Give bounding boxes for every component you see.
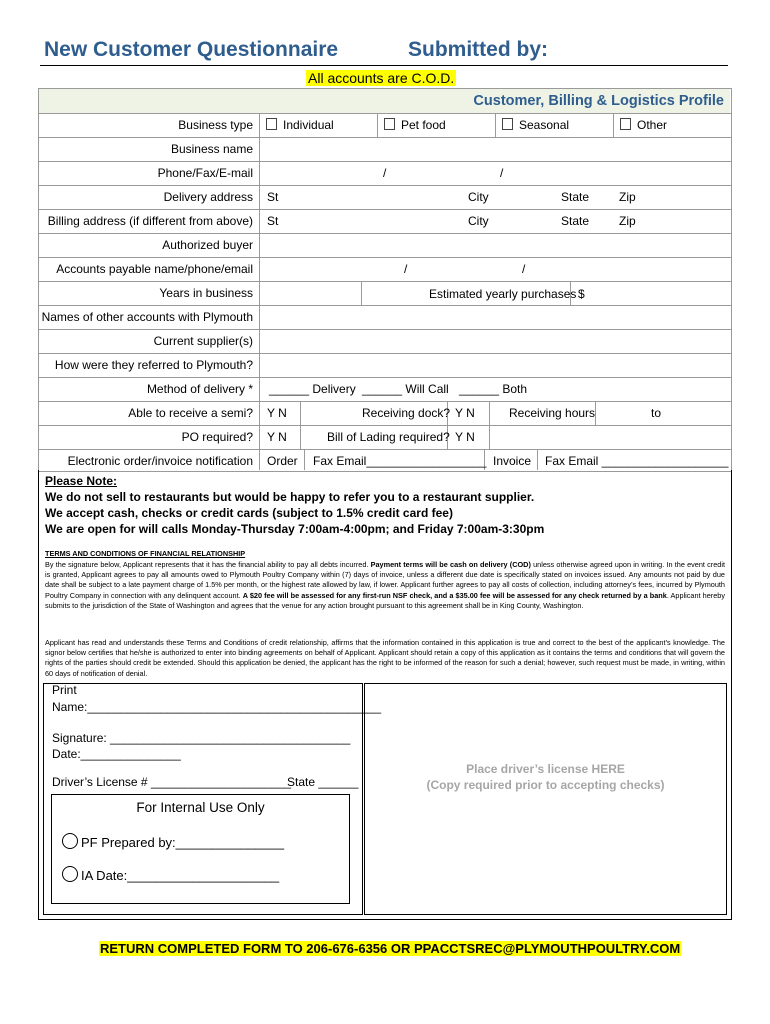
hours-to: to (651, 406, 662, 420)
footer-return-notice: RETURN COMPLETED FORM TO 206-676-6356 OR PPACCTSREC@PLYMOUTHPOULTRY.COM (100, 941, 681, 956)
radio-icon[interactable] (62, 833, 78, 849)
accounts-payable-label: Accounts payable name/phone/email (56, 262, 253, 276)
section-title: Customer, Billing & Logistics Profile (473, 93, 724, 109)
note-line: We accept cash, checks or credit cards (subject to 1.5% credit card fee) (45, 506, 453, 520)
estimated-purchases-label: Estimated yearly purchases (429, 287, 577, 301)
billing-st: St (267, 214, 279, 228)
checkbox-icon[interactable] (266, 118, 277, 130)
slash: / (404, 262, 408, 276)
checkbox-icon[interactable] (384, 118, 395, 130)
signature-field[interactable]: Signature: ____________________________________ (52, 731, 351, 745)
checkbox-individual[interactable]: Individual (266, 118, 334, 132)
terms-heading: TERMS AND CONDITIONS OF FINANCIAL RELATIONSHIP (45, 549, 246, 558)
referred-label: How were they referred to Plymouth? (54, 358, 253, 372)
submitted-by-label: Submitted by: (408, 38, 548, 61)
date-row[interactable]: IA Date:_____________________ (62, 866, 279, 883)
dock-yn[interactable]: Y N (455, 406, 475, 420)
business-name-label: Business name (170, 142, 253, 156)
radio-icon[interactable] (62, 866, 78, 882)
billing-zip: Zip (619, 214, 636, 228)
prepared-by-row[interactable]: PF Prepared by:_______________ (62, 833, 284, 850)
semi-label: Able to receive a semi? (128, 406, 253, 420)
delivery-city: City (468, 190, 489, 204)
delivery-zip: Zip (619, 190, 636, 204)
note-line: We are open for will calls Monday-Thursday 7:00am-4:00pm; and Friday 7:00am-3:30pm (45, 522, 545, 536)
semi-yn[interactable]: Y N (267, 406, 287, 420)
internal-use-title: For Internal Use Only (136, 800, 265, 815)
state-field[interactable]: State ______ (287, 775, 359, 789)
delivery-state: State (561, 190, 590, 204)
header-rule (40, 65, 728, 66)
phone-fax-email-label: Phone/Fax/E-mail (157, 166, 253, 180)
other-accounts-label: Names of other accounts with Plymouth (41, 310, 253, 324)
billing-address-label: Billing address (if different from above) (47, 214, 253, 228)
checkbox-pet-food[interactable]: Pet food (384, 118, 446, 132)
po-yn[interactable]: Y N (267, 430, 287, 444)
cod-notice: All accounts are C.O.D. (308, 70, 455, 86)
checkbox-seasonal[interactable]: Seasonal (502, 118, 569, 132)
license-box-line2: (Copy required prior to accepting checks) (426, 778, 665, 792)
billing-city: City (468, 214, 489, 228)
option-delivery[interactable]: ______ Delivery (269, 382, 356, 396)
receiving-hours-label: Receiving hours (509, 406, 596, 420)
po-required-label: PO required? (181, 430, 253, 444)
note-heading: Please Note: (45, 474, 118, 488)
checkbox-icon[interactable] (502, 118, 513, 130)
option-both[interactable]: ______ Both (459, 382, 528, 396)
terms-paragraph-2: Applicant has read and understands these Terms and Conditions of credit relationship, affirms that the information contained in this application is true and correct to the best of the applicant’s knowledge. The signor below certifies that he/she is authorized to enter into binding agreements on behalf of Applicant. Applicant should retain a copy of this application as it contains the terms and conditions that will govern the rights of the parties should credit be extended. Should this application be denied, the applicant has the right to be informed of the reason for such a denial; however, such request must be made, in writing, within 60 days of notification of denial. (45, 638, 725, 678)
license-box (364, 683, 727, 915)
date-field[interactable]: Date:_______________ (52, 747, 181, 761)
invoice-fax-email[interactable]: Fax Email ___________________ (545, 454, 729, 468)
lading-yn[interactable]: Y N (455, 430, 475, 444)
current-suppliers-label: Current supplier(s) (153, 334, 253, 348)
business-type-label: Business type (178, 118, 253, 132)
dollar-sign: $ (578, 287, 585, 301)
bill-of-lading-label: Bill of Lading required? (327, 430, 450, 444)
checkbox-icon[interactable] (620, 118, 631, 130)
page-title: New Customer Questionnaire (44, 38, 339, 61)
method-of-delivery-label: Method of delivery * (146, 382, 253, 396)
slash: / (522, 262, 526, 276)
license-box-line1: Place driver’s license HERE (466, 762, 625, 776)
checkbox-other[interactable]: Other (620, 118, 667, 132)
drivers-license-field[interactable]: Driver’s License # _____________________ (52, 775, 292, 789)
receiving-dock-label: Receiving dock? (362, 406, 451, 420)
years-in-business-label: Years in business (159, 286, 253, 300)
note-line: We do not sell to restaurants but would be happy to refer you to a restaurant supplier. (45, 490, 535, 504)
option-will-call[interactable]: ______ Will Call (362, 382, 449, 396)
order-label: Order (267, 454, 298, 468)
slash: / (383, 166, 387, 180)
print-name-field[interactable]: Name:____________________________________________ (52, 700, 381, 714)
terms-paragraph-1: By the signature below, Applicant represents that it has the financial ability to pay all debts incurred. Payment terms will be cash on delivery (COD) unless otherwise agreed upon in writing. In the event credit is granted, Applicant agrees to pay all amounts owed to Plymouth Poultry Company within (7) days of invoice, unless a different due date is specifically stated on invoices issued. Any amounts not paid by due date shall be subject to a late payment charge of 1.5% per month, or the highest rate allowed by law, if lower. Applicant further agrees to pay all costs of collection, including attorney’s fees, incurred by Plymouth Poultry Company in connection with any delinquent account. A $20 fee will be assessed for any first-run NSF check, and a $35.00 fee will be assessed for any check returned by a bank. Applicant hereby submits to the jurisdiction of the State of Washington and agrees that the venue for any action brought pursuant to this agreement shall be in King County, Washington. (45, 560, 726, 610)
delivery-st: St (267, 190, 279, 204)
delivery-address-label: Delivery address (163, 190, 253, 204)
electronic-label: Electronic order/invoice notification (67, 454, 253, 468)
order-fax-email[interactable]: Fax Email__________________ (313, 454, 487, 468)
authorized-buyer-label: Authorized buyer (162, 238, 253, 252)
print-label: Print (52, 683, 77, 697)
invoice-label: Invoice (493, 454, 532, 468)
slash: / (500, 166, 504, 180)
billing-state: State (561, 214, 590, 228)
